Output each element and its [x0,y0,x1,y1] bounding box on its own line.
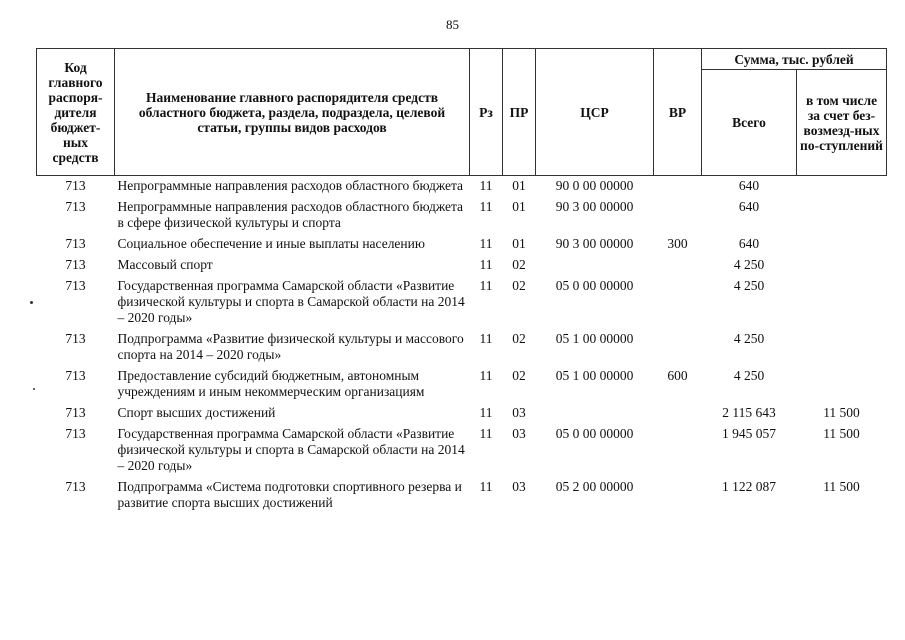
cell-vr [654,403,702,424]
table-row [37,329,887,366]
cell-csr: 05 2 00 00000 [555,479,634,494]
cell-pr: 03 [512,405,526,420]
cell-vr [654,176,702,198]
cell-rz: 11 [479,257,493,272]
cell-code: 713 [65,331,86,346]
cell-name: Социальное обеспечение и иные выплаты населению [117,236,425,251]
cell-total: 4 250 [733,278,765,293]
cell-name: Подпрограмма «Система подготовки спортивного резерва и развитие спорта высших достижений [117,479,462,510]
cell-name: Непрограммные направления расходов областного бюджета [117,178,464,193]
header-code: Код главного распоря-дителя бюджет-ных средств [37,49,115,176]
cell-gratuitous [797,276,887,329]
scan-speck [33,388,35,390]
cell-csr: 05 0 00 00000 [555,278,634,293]
cell-vr [654,329,702,366]
cell-rz: 11 [479,236,493,251]
cell-total: 1 945 057 [722,426,776,441]
cell-vr [654,424,702,477]
cell-code: 713 [65,368,86,383]
cell-total: 640 [738,178,760,193]
cell-gratuitous: 11 500 [823,405,860,420]
table-row [37,477,887,514]
table-header [37,49,887,176]
cell-csr: 90 0 00 00000 [555,178,634,193]
cell-total: 640 [738,236,760,251]
cell-csr: 90 3 00 00000 [555,236,634,251]
cell-vr: 300 [667,236,688,251]
cell-pr: 01 [512,199,526,214]
cell-pr: 03 [512,479,526,494]
cell-code: 713 [65,236,86,251]
cell-gratuitous [797,176,887,198]
table-body [37,176,887,515]
cell-rz: 11 [479,331,493,346]
cell-code: 713 [65,426,86,441]
cell-total: 2 115 643 [722,405,776,420]
scan-speck [30,301,33,304]
header-gratuitous: в том числе за счет без-возмезд-ных по-ступлений [797,70,887,176]
cell-code: 713 [65,199,86,214]
cell-gratuitous [797,329,887,366]
table-row [37,197,887,234]
cell-rz: 11 [479,368,493,383]
cell-total: 4 250 [733,368,765,383]
cell-total: 1 122 087 [722,479,776,494]
cell-name: Государственная программа Самарской области «Развитие физической культуры и спорта в Самарской области на 2014 – 2020 годы» [117,426,465,473]
cell-pr: 01 [512,236,526,251]
cell-csr [536,255,654,276]
cell-vr [654,197,702,234]
cell-name: Государственная программа Самарской области «Развитие физической культуры и спорта в Самарской области на 2014 – 2020 годы» [117,278,465,325]
header-name: Наименование главного распорядителя средств областного бюджета, раздела, подраздела, целевой статьи, группы видов расходов [115,49,470,176]
cell-gratuitous [797,234,887,255]
cell-name: Подпрограмма «Развитие физической культуры и массового спорта на 2014 – 2020 годы» [117,331,464,362]
budget-table [36,48,887,514]
cell-name: Непрограммные направления расходов областного бюджета в сфере физической культуры и спорта [117,199,464,230]
cell-rz: 11 [479,199,493,214]
cell-pr: 02 [512,278,526,293]
cell-csr: 05 1 00 00000 [555,368,634,383]
cell-vr [654,255,702,276]
cell-vr [654,477,702,514]
table-row [37,276,887,329]
cell-code: 713 [65,479,86,494]
cell-pr: 02 [512,331,526,346]
header-pr: ПР [503,49,536,176]
header-csr: ЦСР [536,49,654,176]
page-number: 85 [446,17,459,32]
table-row [37,424,887,477]
cell-rz: 11 [479,178,493,193]
cell-rz: 11 [479,405,493,420]
cell-name: Предоставление субсидий бюджетным, автономным учреждениям и иным некоммерческим организациям [117,368,425,399]
cell-code: 713 [65,405,86,420]
cell-code: 713 [65,257,86,272]
cell-pr: 01 [512,178,526,193]
cell-gratuitous: 11 500 [823,479,860,494]
header-sum: Сумма, тыс. рублей [702,49,887,70]
cell-gratuitous: 11 500 [823,426,860,441]
table-row [37,255,887,276]
cell-csr: 05 1 00 00000 [555,331,634,346]
cell-total: 640 [738,199,760,214]
cell-gratuitous [797,197,887,234]
cell-vr: 600 [667,368,688,383]
table-row [37,403,887,424]
cell-pr: 02 [512,257,526,272]
cell-gratuitous [797,255,887,276]
cell-total: 4 250 [733,257,765,272]
cell-total: 4 250 [733,331,765,346]
table-row [37,176,887,198]
cell-csr: 90 3 00 00000 [555,199,634,214]
header-vr: ВР [654,49,702,176]
cell-code: 713 [65,278,86,293]
cell-csr [536,403,654,424]
cell-pr: 02 [512,368,526,383]
header-total: Всего [702,70,797,176]
table-row [37,234,887,255]
cell-rz: 11 [479,479,493,494]
cell-csr: 05 0 00 00000 [555,426,634,441]
cell-gratuitous [797,366,887,403]
cell-rz: 11 [479,278,493,293]
cell-pr: 03 [512,426,526,441]
cell-name: Спорт высших достижений [117,405,276,420]
cell-rz: 11 [479,426,493,441]
cell-name: Массовый спорт [117,257,213,272]
table-row [37,366,887,403]
cell-code: 713 [65,178,86,193]
cell-vr [654,276,702,329]
header-rz: Рз [470,49,503,176]
